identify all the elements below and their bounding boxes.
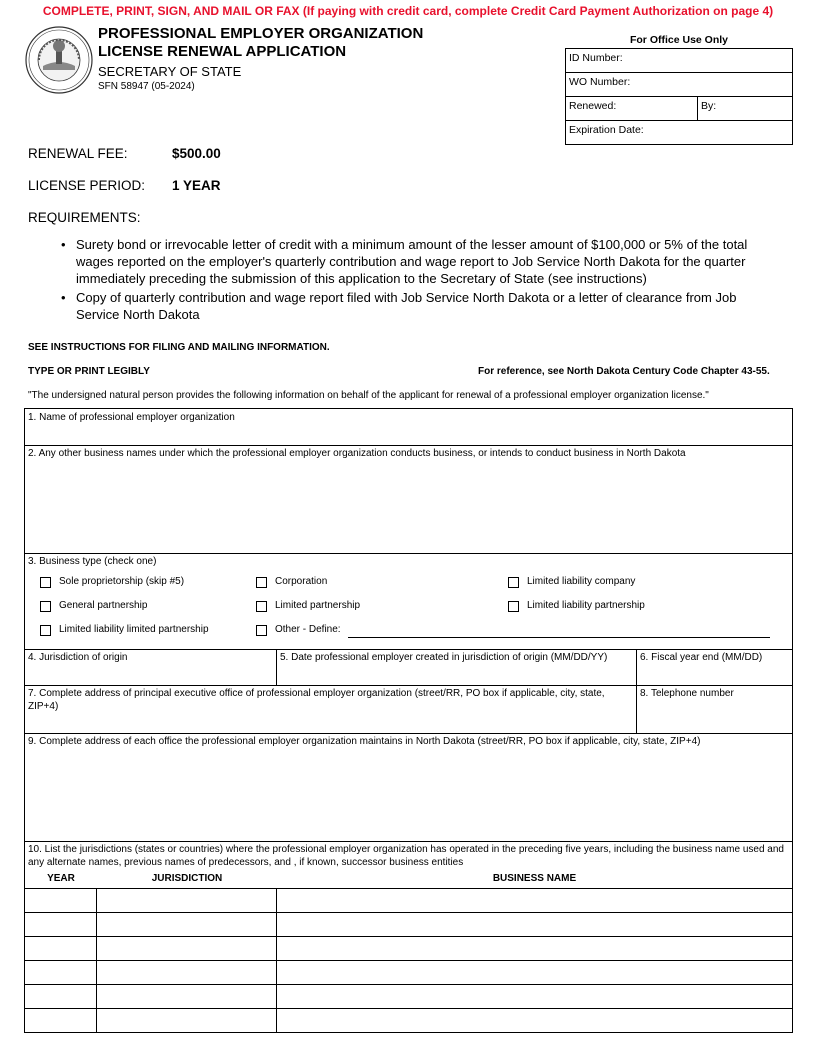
field-8-label: 8. Telephone number bbox=[640, 688, 734, 699]
license-period-label: LICENSE PERIOD: bbox=[28, 178, 146, 193]
see-instructions-note: SEE INSTRUCTIONS FOR FILING AND MAILING INFORMATION. bbox=[28, 342, 330, 353]
field-7-label: 7. Complete address of principal executive office of professional employer organization (street/RR, PO box if applicable, city, state, ZIP+4) bbox=[28, 688, 605, 712]
checkbox-llc[interactable] bbox=[508, 577, 519, 588]
label-other: Other - Define: bbox=[275, 624, 341, 635]
license-period-value: 1 YEAR bbox=[172, 178, 221, 193]
intro-statement: "The undersigned natural person provides the following information on behalf of the applicant for renewal of a professional employer organization license." bbox=[28, 390, 709, 401]
label-lllp: Limited liability limited partnership bbox=[59, 624, 209, 635]
office-expiration bbox=[566, 121, 792, 145]
form-number: SFN 58947 (05-2024) bbox=[98, 81, 195, 92]
office-expiration-label: Expiration Date: bbox=[569, 124, 644, 136]
office-wo-label: WO Number: bbox=[569, 76, 631, 88]
label-corporation: Corporation bbox=[275, 576, 328, 587]
field-9-label: 9. Complete address of each office the professional employer organization maintains in North Dakota (street/RR, PO box if applicable, city, state, ZIP+4) bbox=[28, 736, 701, 747]
type-or-print-note: TYPE OR PRINT LEGIBLY bbox=[28, 366, 150, 377]
table-cell-business-name[interactable] bbox=[277, 889, 792, 912]
state-seal-icon bbox=[25, 26, 93, 94]
requirements-label: REQUIREMENTS: bbox=[28, 210, 141, 225]
field-3-label: 3. Business type (check one) bbox=[28, 556, 157, 567]
instruction-banner: COMPLETE, PRINT, SIGN, AND MAIL OR FAX (If paying with credit card, complete Credit Card Payment Authorization on page 4) bbox=[42, 4, 774, 18]
field-2-label: 2. Any other business names under which the professional employer organization conducts business, or intends to conduct business in North Dakota bbox=[28, 448, 686, 459]
table-cell-year[interactable] bbox=[25, 889, 96, 912]
field-10-label: 10. List the jurisdictions (states or countries) where the professional employer organization has operated in the preceding five years, including the business name used and any alternate names, previous names of predecessors, and , if known, successor business entities bbox=[28, 844, 784, 868]
column-year: YEAR bbox=[47, 873, 75, 884]
form-title bbox=[98, 25, 423, 61]
checkbox-other[interactable] bbox=[256, 625, 267, 636]
office-id-number bbox=[566, 49, 792, 73]
label-general-partnership: General partnership bbox=[59, 600, 148, 611]
office-wo-number bbox=[566, 73, 792, 97]
label-limited-partnership: Limited partnership bbox=[275, 600, 361, 611]
column-jurisdiction: JURISDICTION bbox=[151, 873, 223, 884]
office-id-label: ID Number: bbox=[569, 52, 623, 64]
checkbox-general-partnership[interactable] bbox=[40, 601, 51, 612]
application-form bbox=[24, 408, 793, 1033]
form-title-line2: LICENSE RENEWAL APPLICATION bbox=[98, 43, 347, 60]
office-renewed bbox=[566, 97, 792, 121]
label-sole-proprietorship: Sole proprietorship (skip #5) bbox=[59, 576, 185, 587]
renewal-fee-label: RENEWAL FEE: bbox=[28, 146, 128, 161]
checkbox-llp[interactable] bbox=[508, 601, 519, 612]
requirement-item: • Copy of quarterly contribution and wage report filed with Job Service North Dakota or a letter of clearance from Job Service North Dakota bbox=[60, 289, 780, 323]
agency-name: SECRETARY OF STATE bbox=[98, 64, 242, 79]
other-define-line[interactable] bbox=[348, 637, 770, 638]
table-cell-jurisdiction[interactable] bbox=[97, 889, 276, 912]
requirement-item: • Surety bond or irrevocable letter of credit with a minimum amount of the lesser amount of $100,000 or 5% of the total wages reported on the employer's quarterly contribution and wage report to Job Service North Dakota for the quarter immediately preceding the submission of this application to the Secretary of State (see instructions) bbox=[60, 236, 780, 287]
office-use-box bbox=[565, 48, 793, 145]
field-5-label: 5. Date professional employer created in jurisdiction of origin (MM/DD/YY) bbox=[280, 652, 608, 663]
office-use-heading: For Office Use Only bbox=[629, 34, 729, 46]
office-by-label: By: bbox=[697, 97, 719, 120]
field-6-label: 6. Fiscal year end (MM/DD) bbox=[640, 652, 763, 663]
checkbox-corporation[interactable] bbox=[256, 577, 267, 588]
form-title-line1: PROFESSIONAL EMPLOYER ORGANIZATION bbox=[98, 25, 424, 42]
checkbox-lllp[interactable] bbox=[40, 625, 51, 636]
renewal-fee-value: $500.00 bbox=[172, 146, 221, 161]
label-llc: Limited liability company bbox=[527, 576, 636, 587]
checkbox-limited-partnership[interactable] bbox=[256, 601, 267, 612]
office-renewed-label: Renewed: bbox=[569, 100, 617, 112]
field-4-label: 4. Jurisdiction of origin bbox=[28, 652, 128, 663]
checkbox-sole-proprietorship[interactable] bbox=[40, 577, 51, 588]
requirements-list bbox=[60, 236, 780, 325]
column-business-name: BUSINESS NAME bbox=[492, 873, 577, 884]
reference-note: For reference, see North Dakota Century Code Chapter 43-55. bbox=[478, 366, 770, 377]
field-1-label: 1. Name of professional employer organization bbox=[28, 412, 235, 423]
label-llp: Limited liability partnership bbox=[527, 600, 645, 611]
